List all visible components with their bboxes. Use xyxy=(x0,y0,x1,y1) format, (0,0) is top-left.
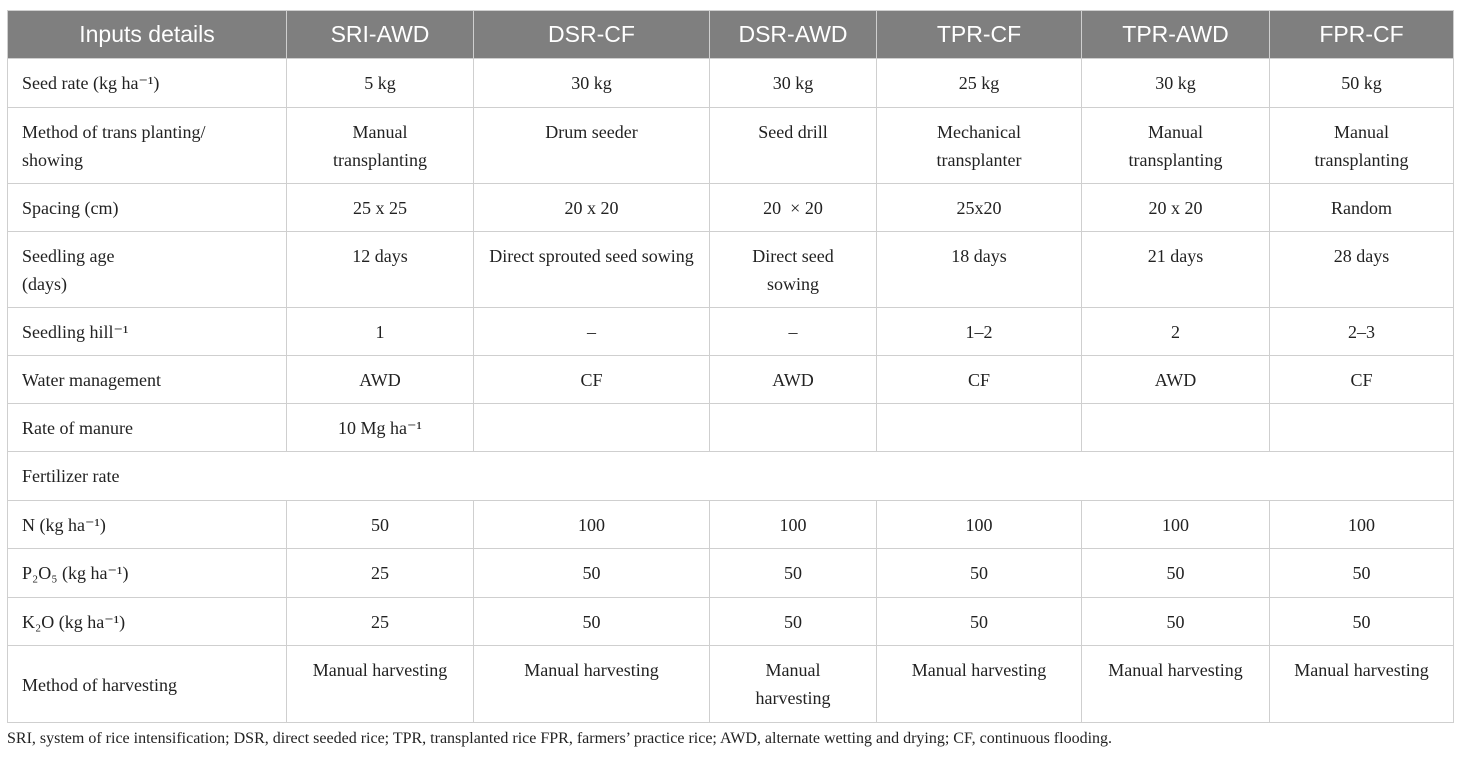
table-cell: 50 xyxy=(1082,598,1270,646)
table-cell: 50 xyxy=(1270,598,1454,646)
table-cell: 100 xyxy=(710,501,877,549)
table-cell: 18 days xyxy=(877,232,1082,308)
table-cell: Direct sprouted seed sowing xyxy=(474,232,710,308)
table-cell xyxy=(474,404,710,452)
row-label: P₂O₅ (kg ha⁻¹) xyxy=(8,549,287,598)
table-cell: 50 xyxy=(1270,549,1454,598)
table-row xyxy=(8,108,1454,184)
header-dsr-cf: DSR-CF xyxy=(474,11,710,59)
row-label: Spacing (cm) xyxy=(8,184,287,232)
table-cell: CF xyxy=(474,356,710,404)
table-cell: 2–3 xyxy=(1270,308,1454,356)
table-header-row xyxy=(8,11,1454,59)
table-row xyxy=(8,356,1454,404)
table-cell: 100 xyxy=(474,501,710,549)
table-cell xyxy=(1082,404,1270,452)
table-cell: Manual harvesting xyxy=(877,646,1082,723)
table-cell: 50 kg xyxy=(1270,59,1454,108)
row-label: Water management xyxy=(8,356,287,404)
table-cell: 28 days xyxy=(1270,232,1454,308)
table-row xyxy=(8,598,1454,646)
row-label: K₂O (kg ha⁻¹) xyxy=(8,598,287,646)
table-cell: 2 xyxy=(1082,308,1270,356)
table-cell xyxy=(877,404,1082,452)
row-label: Seedling hill⁻¹ xyxy=(8,308,287,356)
header-dsr-awd: DSR-AWD xyxy=(710,11,877,59)
table-cell: Manual harvesting xyxy=(287,646,474,723)
section-label-fertilizer-rate: Fertilizer rate xyxy=(8,452,1454,501)
table-cell: Seed drill xyxy=(710,108,877,184)
table-cell: 20 × 20 xyxy=(710,184,877,232)
table-cell: 25 xyxy=(287,598,474,646)
header-fpr-cf: FPR-CF xyxy=(1270,11,1454,59)
table-cell: 50 xyxy=(1082,549,1270,598)
table-cell: Random xyxy=(1270,184,1454,232)
header-inputs-details: Inputs details xyxy=(8,11,287,59)
table-row xyxy=(8,452,1454,501)
table-cell: 50 xyxy=(877,549,1082,598)
table-cell: 50 xyxy=(877,598,1082,646)
table-cell: Mechanical transplanter xyxy=(877,108,1082,184)
table-container xyxy=(7,10,1453,723)
table-row xyxy=(8,59,1454,108)
table-cell: – xyxy=(710,308,877,356)
row-label: N (kg ha⁻¹) xyxy=(8,501,287,549)
header-tpr-awd: TPR-AWD xyxy=(1082,11,1270,59)
table-cell: CF xyxy=(877,356,1082,404)
table-cell: 50 xyxy=(474,598,710,646)
table-cell: 100 xyxy=(877,501,1082,549)
table-cell: 50 xyxy=(710,549,877,598)
table-cell: 25x20 xyxy=(877,184,1082,232)
table-cell: 20 x 20 xyxy=(474,184,710,232)
table-row xyxy=(8,549,1454,598)
table-cell: 25 xyxy=(287,549,474,598)
table-cell: CF xyxy=(1270,356,1454,404)
table-cell: 21 days xyxy=(1082,232,1270,308)
table-cell: Direct seed sowing xyxy=(710,232,877,308)
table-cell: 50 xyxy=(710,598,877,646)
table-cell: 1 xyxy=(287,308,474,356)
table-cell: 100 xyxy=(1270,501,1454,549)
table-cell: 12 days xyxy=(287,232,474,308)
table-row xyxy=(8,184,1454,232)
table-cell: Manual harvesting xyxy=(1270,646,1454,723)
row-label: Seed rate (kg ha⁻¹) xyxy=(8,59,287,108)
table-cell: 100 xyxy=(1082,501,1270,549)
table-cell: AWD xyxy=(287,356,474,404)
table-cell: Manual transplanting xyxy=(287,108,474,184)
table-cell: Manual transplanting xyxy=(1082,108,1270,184)
table-cell: Manual harvesting xyxy=(474,646,710,723)
table-cell: 25 x 25 xyxy=(287,184,474,232)
table-cell: Manual harvesting xyxy=(1082,646,1270,723)
table-cell: 30 kg xyxy=(710,59,877,108)
table-cell: Manual harvesting xyxy=(710,646,877,723)
table-cell: Manual transplanting xyxy=(1270,108,1454,184)
table-cell: 25 kg xyxy=(877,59,1082,108)
table-row xyxy=(8,501,1454,549)
table-cell: 1–2 xyxy=(877,308,1082,356)
table-cell: 30 kg xyxy=(1082,59,1270,108)
table-row xyxy=(8,232,1454,308)
table-cell: AWD xyxy=(710,356,877,404)
table-cell: 30 kg xyxy=(474,59,710,108)
table-cell: 5 kg xyxy=(287,59,474,108)
table-cell: 50 xyxy=(287,501,474,549)
row-label: Seedling age (days) xyxy=(8,232,287,308)
inputs-table xyxy=(7,10,1454,723)
table-cell: 20 x 20 xyxy=(1082,184,1270,232)
table-row xyxy=(8,308,1454,356)
table-cell: AWD xyxy=(1082,356,1270,404)
table-cell: – xyxy=(474,308,710,356)
row-label: Method of harvesting xyxy=(8,646,287,723)
table-cell: 10 Mg ha⁻¹ xyxy=(287,404,474,452)
row-label: Method of trans planting/ showing xyxy=(8,108,287,184)
table-row xyxy=(8,646,1454,723)
table-cell: 50 xyxy=(474,549,710,598)
row-label: Rate of manure xyxy=(8,404,287,452)
table-cell xyxy=(1270,404,1454,452)
table-cell: Drum seeder xyxy=(474,108,710,184)
header-tpr-cf: TPR-CF xyxy=(877,11,1082,59)
table-cell xyxy=(710,404,877,452)
table-row xyxy=(8,404,1454,452)
header-sri-awd: SRI-AWD xyxy=(287,11,474,59)
table-footnote: SRI, system of rice intensification; DSR, direct seeded rice; TPR, transplanted rice FPR, farmers’ practice rice; AWD, alternate wetting and drying; CF, continuous flooding. xyxy=(7,730,1113,747)
